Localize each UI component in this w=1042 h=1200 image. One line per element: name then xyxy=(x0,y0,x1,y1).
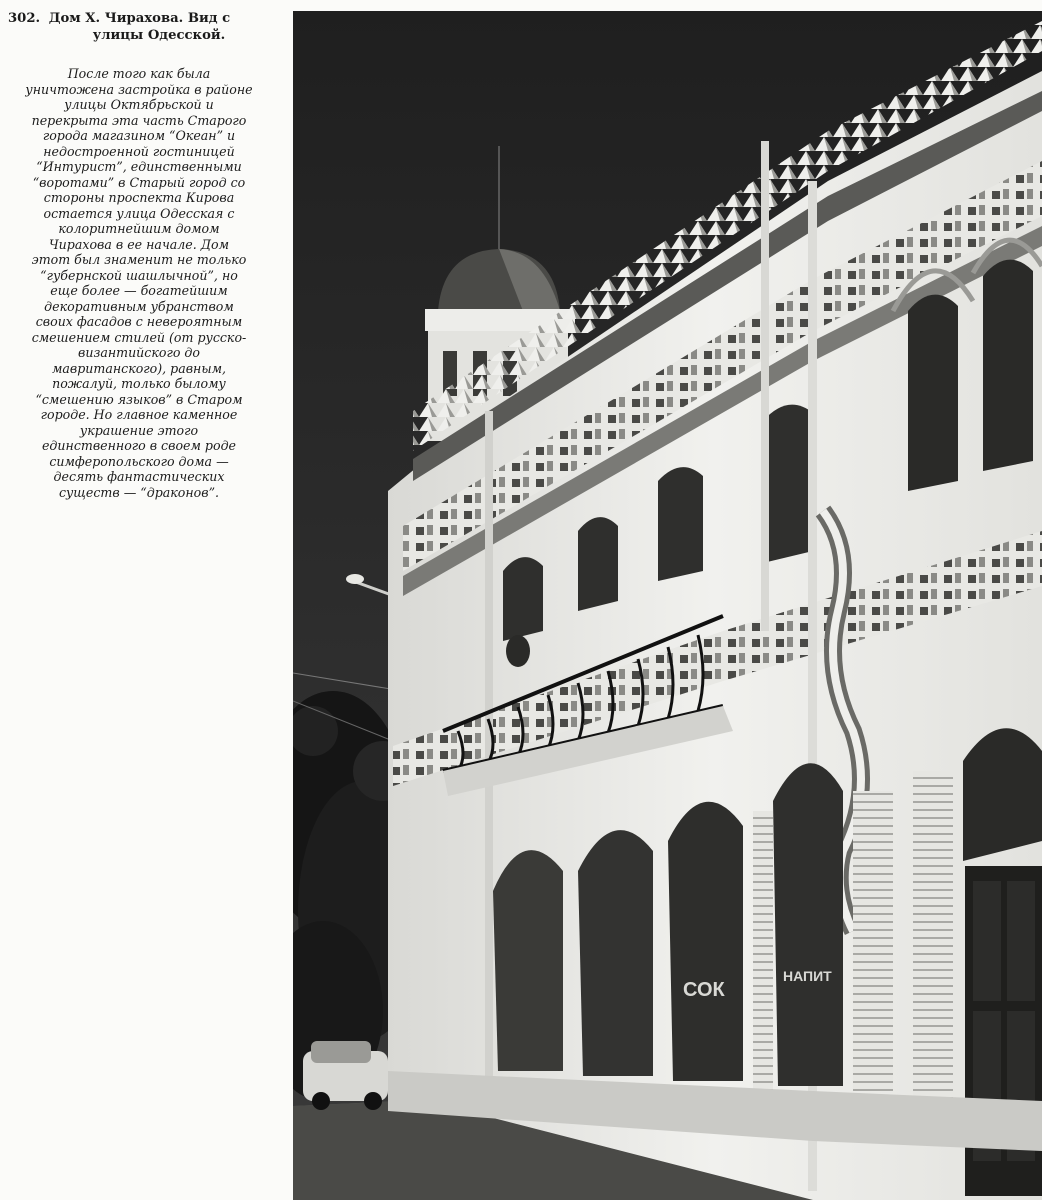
caption-line: уничтожена застройка в районе xyxy=(25,81,253,97)
caption-line: улицы Октябрьской и xyxy=(64,97,214,112)
caption-line: пожалуй, только былому xyxy=(52,376,226,391)
caption-line: Чирахова в ее начале. Дом xyxy=(48,236,230,252)
caption-line: “воротами” в Старый город со xyxy=(32,174,246,190)
caption-line: десять фантастических xyxy=(53,469,225,484)
caption-line: существ — “драконов”. xyxy=(58,484,220,500)
caption-title-line1: Дом Х. Чирахова. Вид с xyxy=(48,11,231,26)
caption-title-line2: улицы Одесской. xyxy=(92,28,226,43)
caption-line: “губернской шашлычной”, но xyxy=(40,267,238,283)
figure-number: 302. xyxy=(8,11,41,26)
caption-line: колоритнейшим домом xyxy=(58,221,220,236)
caption-line: “Интурист”, единственными xyxy=(36,159,242,174)
sign-sok: СОК xyxy=(683,979,725,1001)
caption-line: остается улица Одесская с xyxy=(43,205,235,221)
caption-line: мавританского), равным, xyxy=(51,360,227,376)
caption-line: византийского до xyxy=(78,345,200,360)
caption-line: этот был знаменит не только xyxy=(31,252,247,267)
caption-line: украшение этого xyxy=(79,422,199,438)
person-on-balcony xyxy=(506,635,530,667)
parked-car xyxy=(303,1041,388,1110)
caption-line: декоративным убранством xyxy=(44,298,234,314)
caption-line: городе. Но главное каменное xyxy=(40,407,238,422)
building-facade-photo xyxy=(293,11,1042,1200)
figure-caption xyxy=(8,10,270,500)
caption-line: единственного в своем роде xyxy=(41,438,237,453)
caption-line: своих фасадов с невероятным xyxy=(35,314,243,329)
caption-line: смешением стилей (от русско- xyxy=(31,329,247,345)
caption-body xyxy=(8,66,270,500)
caption-line: стороны проспекта Кирова xyxy=(43,190,235,205)
caption-line: “смешению языков” в Старом xyxy=(35,391,243,407)
caption-line: еще более — богатейшим xyxy=(50,283,228,298)
caption-line: города магазином “Океан” и xyxy=(42,128,236,143)
caption-line: симферопольского дома — xyxy=(49,453,229,469)
photo-illustration xyxy=(293,11,1042,1200)
caption-line: недостроенной гостиницей xyxy=(43,143,235,159)
sign-napit: НАПИТ xyxy=(783,968,832,984)
caption-line: После того как была xyxy=(67,66,211,81)
caption-line: перекрыта эта часть Старого xyxy=(31,112,247,128)
caption-title xyxy=(8,10,270,44)
